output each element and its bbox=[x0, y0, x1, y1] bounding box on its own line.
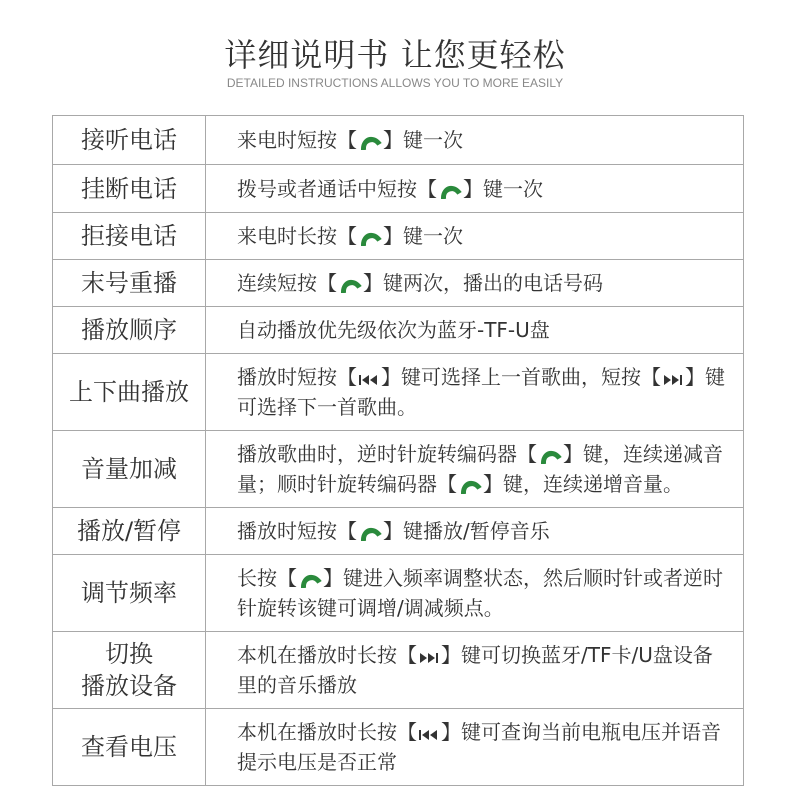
page-title: 详细说明书 让您更轻松 bbox=[224, 36, 566, 74]
table-row bbox=[53, 165, 744, 213]
description-text: 键进入频率调整状态，然后顺时针或者逆时针旋转该键可调增/调减频点。 bbox=[237, 566, 723, 620]
description-text: 键两次，播出的电话号码 bbox=[383, 271, 603, 295]
table-row bbox=[53, 555, 744, 632]
bracket: 】 bbox=[685, 365, 705, 389]
description-text: 本机在播放时长按 bbox=[237, 720, 397, 744]
next-track-icon bbox=[417, 651, 441, 665]
bracket: 【 bbox=[337, 519, 357, 543]
bracket: 】 bbox=[441, 643, 461, 667]
description-text: 键，连续递增音量。 bbox=[503, 472, 683, 496]
next-track-icon bbox=[661, 373, 685, 387]
description-text: 连续短按 bbox=[237, 271, 317, 295]
function-name-text: 查看电压 bbox=[81, 733, 177, 761]
bracket: 】 bbox=[383, 128, 403, 152]
description-text: 键可选择下一首歌曲。 bbox=[237, 365, 725, 419]
function-description bbox=[206, 213, 744, 260]
previous-track-icon bbox=[357, 373, 381, 387]
description-text: 本机在播放时长按 bbox=[237, 643, 397, 667]
bracket: 【 bbox=[517, 442, 537, 466]
bracket: 【 bbox=[277, 566, 297, 590]
function-name bbox=[53, 260, 206, 307]
description-text: 来电时短按 bbox=[237, 128, 337, 152]
function-name bbox=[53, 632, 206, 709]
phone-handset-icon bbox=[337, 277, 363, 293]
description-text: 键可切换蓝牙/TF卡/U盘设备里的音乐播放 bbox=[237, 643, 713, 697]
description-text: 键可查询当前电瓶电压并语音提示电压是否正常 bbox=[237, 720, 721, 774]
bracket: 【 bbox=[317, 271, 337, 295]
bracket: 】 bbox=[483, 472, 503, 496]
function-name bbox=[53, 431, 206, 508]
function-description bbox=[206, 354, 744, 431]
phone-handset-icon bbox=[357, 134, 383, 150]
function-description bbox=[206, 508, 744, 555]
phone-handset-icon bbox=[297, 572, 323, 588]
function-name-text: 切换 bbox=[105, 640, 153, 668]
previous-track-icon bbox=[417, 728, 441, 742]
function-name bbox=[53, 213, 206, 260]
bracket: 】 bbox=[383, 224, 403, 248]
bracket: 【 bbox=[337, 365, 357, 389]
table-row bbox=[53, 431, 744, 508]
description-text: 键一次 bbox=[483, 176, 543, 201]
bracket: 【 bbox=[337, 224, 357, 248]
function-name-text: 播放顺序 bbox=[81, 316, 177, 344]
bracket: 】 bbox=[441, 720, 461, 744]
instructions-table bbox=[52, 115, 744, 786]
function-name-text: 挂断电话 bbox=[81, 174, 177, 203]
function-name-text: 末号重播 bbox=[81, 269, 177, 297]
description-text: 键一次 bbox=[403, 224, 463, 248]
function-name-text: 音量加减 bbox=[81, 455, 177, 483]
bracket: 】 bbox=[323, 566, 343, 590]
bracket: 】 bbox=[381, 365, 401, 389]
description-text: 播放时短按 bbox=[237, 519, 337, 543]
table-row bbox=[53, 116, 744, 165]
page-subtitle: DETAILED INSTRUCTIONS ALLOWS YOU TO MORE EASILY bbox=[226, 76, 564, 90]
function-name-text: 接听电话 bbox=[81, 126, 177, 154]
function-description bbox=[206, 165, 744, 213]
description-text: 键一次 bbox=[403, 128, 463, 152]
table-row bbox=[53, 307, 744, 354]
phone-handset-icon bbox=[537, 448, 563, 464]
bracket: 【 bbox=[641, 365, 661, 389]
phone-handset-icon bbox=[437, 183, 463, 199]
function-description bbox=[206, 116, 744, 165]
bracket: 【 bbox=[417, 176, 437, 201]
table-row bbox=[53, 709, 744, 786]
function-name bbox=[53, 116, 206, 165]
bracket: 【 bbox=[437, 472, 457, 496]
description-text: 拨号或者通话中短按 bbox=[237, 176, 417, 201]
function-description bbox=[206, 709, 744, 786]
bracket: 【 bbox=[397, 720, 417, 744]
function-name-text: 播放设备 bbox=[81, 672, 177, 700]
function-name bbox=[53, 508, 206, 555]
table-row bbox=[53, 260, 744, 307]
function-description bbox=[206, 431, 744, 508]
phone-handset-icon bbox=[357, 230, 383, 246]
phone-handset-icon bbox=[357, 525, 383, 541]
function-name-text: 上下曲播放 bbox=[69, 378, 189, 406]
function-description bbox=[206, 307, 744, 354]
function-name bbox=[53, 354, 206, 431]
table-row bbox=[53, 508, 744, 555]
table-row bbox=[53, 632, 744, 709]
function-name bbox=[53, 165, 206, 213]
bracket: 】 bbox=[463, 176, 483, 201]
function-name-text: 拒接电话 bbox=[81, 222, 177, 250]
bracket: 】 bbox=[363, 271, 383, 295]
function-name-text: 调节频率 bbox=[81, 579, 177, 607]
description-text: 键，连续递减音量；顺时针旋转编码器 bbox=[237, 442, 723, 496]
function-name bbox=[53, 307, 206, 354]
phone-handset-icon bbox=[457, 478, 483, 494]
table-row bbox=[53, 354, 744, 431]
table-row bbox=[53, 213, 744, 260]
function-description bbox=[206, 555, 744, 632]
description-text: 键可选择上一首歌曲，短按 bbox=[401, 365, 641, 389]
function-description bbox=[206, 632, 744, 709]
bracket: 【 bbox=[337, 128, 357, 152]
function-name bbox=[53, 709, 206, 786]
bracket: 】 bbox=[563, 442, 583, 466]
description-text: 播放歌曲时，逆时针旋转编码器 bbox=[237, 442, 517, 466]
bracket: 【 bbox=[397, 643, 417, 667]
description-text: 来电时长按 bbox=[237, 224, 337, 248]
bracket: 】 bbox=[383, 519, 403, 543]
function-description bbox=[206, 260, 744, 307]
description-text: 自动播放优先级依次为蓝牙-TF-U盘 bbox=[237, 318, 550, 342]
description-text: 长按 bbox=[237, 566, 277, 590]
description-text: 播放时短按 bbox=[237, 365, 337, 389]
function-name-text: 播放/暂停 bbox=[76, 517, 182, 545]
function-name bbox=[53, 555, 206, 632]
description-text: 键播放/暂停音乐 bbox=[403, 519, 550, 543]
